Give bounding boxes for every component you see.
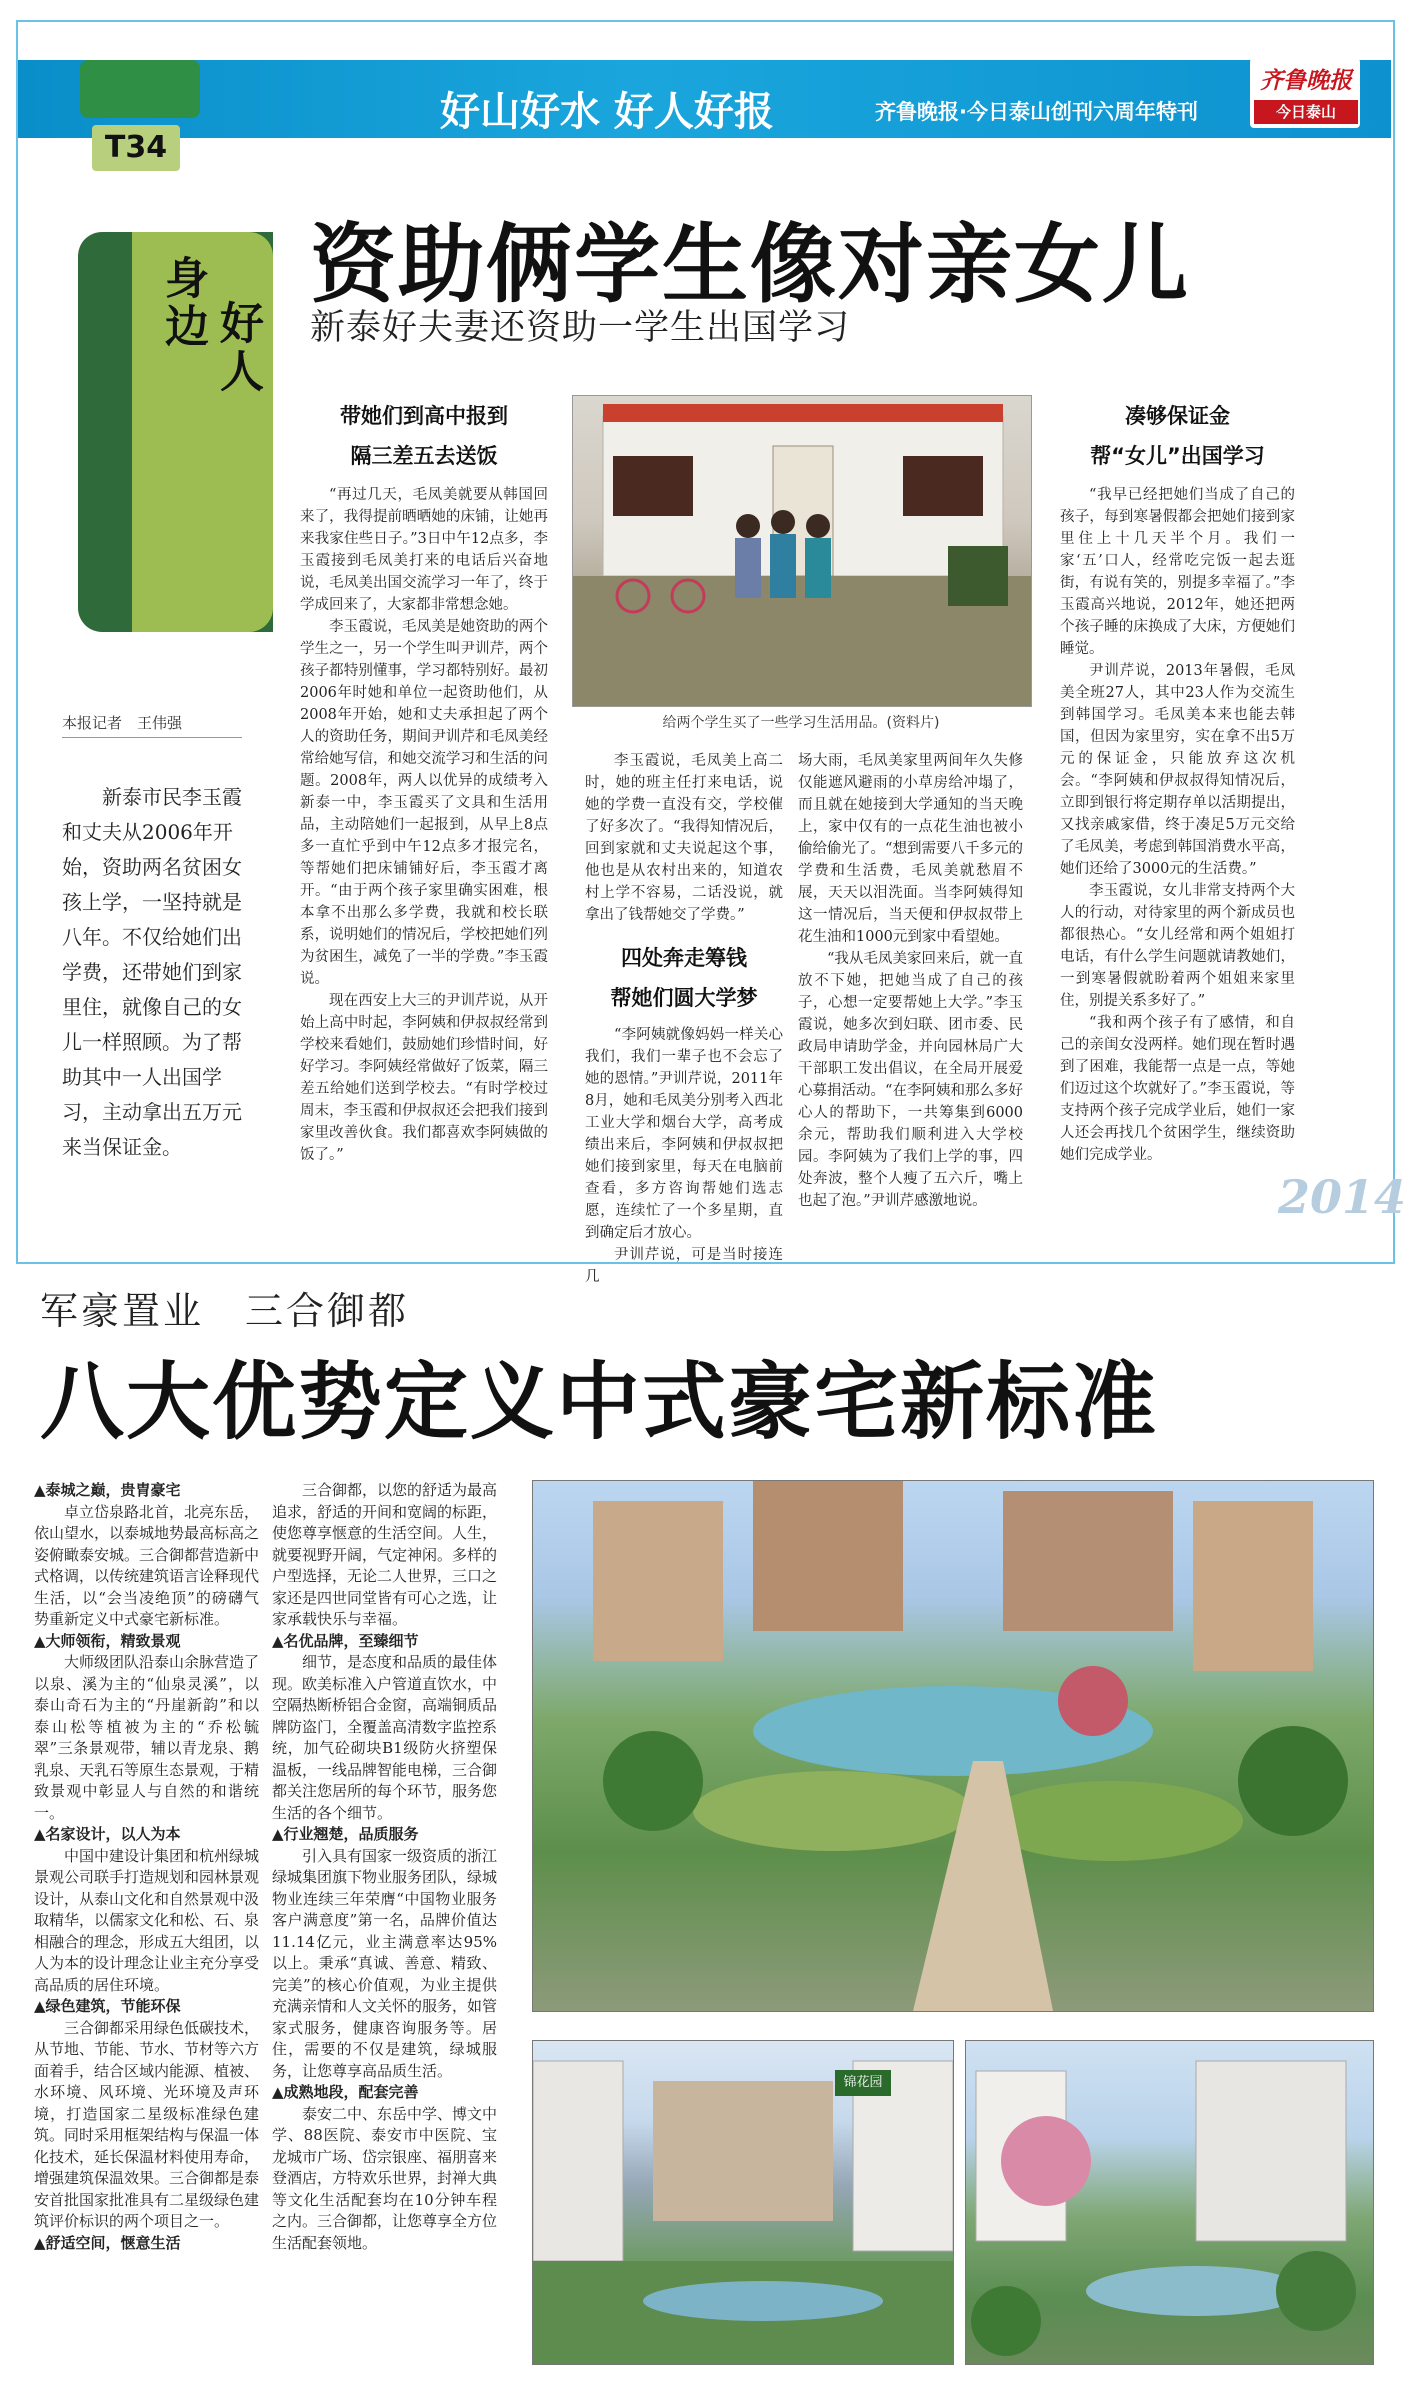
logo-subtitle: 今日泰山: [1254, 100, 1358, 124]
ad-column-1: [34, 1480, 259, 2254]
paragraph: “李阿姨就像妈妈一样关心我们，我们一辈子也不会忘了她的恩情。”尹训芹说，2011年8月，她和毛凤美分别考入西北工业大学和烟台大学，高考成绩出来后，李阿姨和伊叔叔把她们接到家里，每天在电脑前查看，多方咨询帮她们选志愿，连续忙了一个多星期，直到确定后才放心。: [585, 1027, 783, 1241]
paragraph: 李玉霞说，女儿非常支持两个大人的行动，对待家里的两个新成员也都很热心。“女儿经常和两个姐姐打电话，有什么学生问题就请教她们，一到寒暑假就盼着两个姐姐来家里住，别提关系多好了。”: [1060, 883, 1295, 1009]
estate-rendering-right: [965, 2040, 1374, 2365]
ad-paragraph: 三合御都，以您的舒适为最高追求，舒适的开间和宽阔的标距，使您尊享惬意的生活空间。人生，就要视野开阔，气定神闲。多样的户型选择，无论二人世界，三口之家还是四世同堂皆有可心之选，让家承载快乐与幸福。: [272, 1481, 498, 1628]
ad-column-2: [272, 1480, 497, 2254]
photo-illustration: [573, 396, 1031, 706]
section-title: 隔三差五去送饭: [350, 444, 498, 468]
paragraph: “我从毛凤美家回来后，就一直放不下她，把她当成了自己的孩子，心想一定要帮她上大学。”李玉霞说，她多次到妇联、团市委、民政局申请助学金，并向园林局广大干部职工发出倡议，在全局开展爱心募捐活动。“在李阿姨和那么多好心人的帮助下，一共筹集到6000余元，帮助我们顺利进入大学校园。李阿姨为了我们上学的事，四处奔波，整个人瘦了五六斤，嘴上也起了泡。”尹训芹感激地说。: [798, 951, 1023, 1209]
section-title: 四处奔走筹钱: [621, 946, 747, 970]
section-title: 凑够保证金: [1125, 404, 1230, 428]
section-title: 带她们到高中报到: [340, 404, 508, 428]
paragraph: “再过几天，毛凤美就要从韩国回来了，我得提前晒晒她的床铺，让她再来我家住些日子。”3日中午12点多，李玉霞接到毛凤美打来的电话后兴奋地说，毛凤美出国交流学习一年了，终于学成回来了，大家都非常想念她。: [300, 487, 548, 613]
reporter-byline: 本报记者 王伟强: [62, 712, 242, 738]
year-watermark: 2014: [1278, 1170, 1407, 1224]
ad-paragraph: 三合御都采用绿色低碳技术，从节地、节能、节水、节材等六方面着手，结合区域内能源、植被、水环境、风环境、光环境及声环境，打造国家二星级标准绿色建筑。同时采用框架结构与保温一体化技术，延长保温材料使用寿命，增强建筑保温效果。三合御都是泰安首批国家批准具有二星级绿色建筑评价标识的两个项目之一。: [34, 2018, 260, 2230]
estate-rendering-main: [532, 1480, 1374, 2012]
ad-subheading: ▲大师领衔，精致景观: [34, 1631, 181, 1650]
article-column-1: [300, 400, 548, 1166]
logo-title: 齐鲁晚报: [1260, 67, 1352, 94]
paragraph: “我早已经把她们当成了自己的孩子，每到寒暑假都会把她们接到家里住上十几天半个月。我们一家‘五’口人，经常吃完饭一起去逛街，有说有笑的，别提多幸福了。”李玉霞高兴地说，2012年，她还把两个孩子睡的床换成了大床，方便她们睡觉。: [1060, 487, 1295, 657]
section-title: 帮她们圆大学梦: [610, 986, 758, 1010]
paragraph: “我和两个孩子有了感情，和自己的亲闺女没两样。她们现在暂时遇到了困难，我能帮一点是一点，等她们迈过这个坎就好了。”李玉霞说，等支持两个孩子完成学业后，她们一家人还会再找几个贫困学生，继续资助她们完成学业。: [1060, 1015, 1295, 1163]
paragraph: 尹训芹说，2013年暑假，毛凤美全班27人，其中23人作为交流生到韩国学习。毛凤美本来也能去韩国，但因为家里穷，实在拿不出5万元的保证金，只能放弃这次机会。“李阿姨和伊叔叔得知情况后，立即到银行将定期存单以活期提出，又找亲戚家借，终于凑足5万元交给了毛凤美，考虑到韩国消费水平高，她们还给了3000元的生活费。”: [1060, 663, 1295, 877]
paragraph: 现在西安上大三的尹训芹说，从开始上高中时起，李阿姨和伊叔叔经常到学校来看她们，鼓励她们珍惜时间，好好学习。李阿姨经常做好了饭菜，隔三差五给她们送到学校去。“有时学校过周末，李玉霞和伊叔叔还会把我们接到家里改善伙食。我们都喜欢李阿姨做的饭了。”: [300, 993, 548, 1163]
article-lead: 新泰市民李玉霞和丈夫从2006年开始，资助两名贫困女孩上学，一坚持就是八年。不仅给她们出学费，还带她们到家里住，就像自己的女儿一样照顾。为了帮助其中一人出国学习，主动拿出五万元来当保证金。: [62, 785, 242, 1159]
ad-subheading: ▲泰城之巅，贵胄豪宅: [34, 1481, 181, 1499]
rendering-sign: 锦花园: [835, 2070, 891, 2096]
ad-paragraph: 引入具有国家一级资质的浙江绿城集团旗下物业服务团队，绿城物业连续三年荣膺“中国物业服务客户满意度”第一名，品牌价值达11.14亿元，业主满意率达95%以上。秉承“真诚、善意、精致、完美”的核心价值观，为业主提供充满亲情和人文关怀的服务，如管家式服务，健康咨询服务等。居住，需要的不仅是建筑，绿城服务，让您尊享高品质生活。: [272, 1846, 498, 2080]
photo-caption: 给两个学生买了一些学习生活用品。(资料片): [662, 715, 940, 731]
rendering-illustration: [966, 2041, 1373, 2364]
header-slogan: 好山好水 好人好报: [440, 88, 774, 135]
page-tab: [80, 60, 200, 118]
ad-subheading: ▲成熟地段，配套完善: [272, 2083, 419, 2101]
page-number: T34: [92, 125, 180, 171]
ad-paragraph: 泰安二中、东岳中学、博文中学、88医院、泰安市中医院、宝龙城市广场、岱宗银座、福朋喜来登酒店，方特欢乐世界，封禅大典等文化生活配套均在10分钟车程之内。三合御都，让您尊享全方位生活配套领地。: [272, 2104, 498, 2252]
article-column-4: [1060, 400, 1295, 1166]
article-headline: 资助俩学生像对亲女儿: [310, 215, 1190, 315]
header-special-issue: 齐鲁晚报·今日泰山创刊六周年特刊: [875, 100, 1198, 124]
ad-subheading: ▲行业翘楚，品质服务: [272, 1825, 419, 1843]
column-badge-line1: 身边: [157, 255, 208, 351]
ad-paragraph: 中国中建设计集团和杭州绿城景观公司联手打造规划和园林景观设计，从泰山文化和自然景观中汲取精华，以儒家文化和松、石、泉相融合的理念，形成五大组团，以人为本的设计理念让业主充分享受高品质的居住环境。: [34, 1846, 260, 1994]
rendering-illustration: [533, 1481, 1373, 2011]
article-column-3: [798, 750, 1023, 1212]
ad-subheading: ▲舒适空间，惬意生活: [34, 2233, 181, 2252]
article-column-2: [585, 750, 783, 1288]
ad-headline: 八大优势定义中式豪宅新标准: [40, 1353, 1159, 1451]
ad-paragraph: 卓立岱泉路北首，北亮东岳，依山望水，以泰城地势最高标高之姿俯瞰泰安城。三合御都营造新中式格调，以传统建筑语言诠释现代生活，以“会当凌绝顶”的磅礴气势重新定义中式豪宅新标准。: [34, 1502, 260, 1628]
paragraph: 李玉霞说，毛凤美是她资助的两个学生之一，另一个学生叫尹训芹，两个孩子都特别懂事，学习都特别好。最初2006年时她和单位一起资助他们，从2008年开始，她和丈夫承担起了两个人的资助任务，期间尹训芹和毛凤美经常给她写信，和她交流学习和生活的问题。2008年，两人以优异的成绩考入新泰一中，李玉霞买了文具和生活用品，主动陪她们一起报到，从早上8点多一直忙乎到中午12点多才报完名，等帮她们把床铺铺好后，李玉霞才离开。“由于两个孩子家里确实困难，根本拿不出那么多学费，我就和校长联系，说明她们的情况后，学校把她们列为贫困生，减免了一半的学费。”李玉霞说。: [300, 619, 548, 987]
ad-paragraph: 细节，是态度和品质的最佳体现。欧美标准入户管道直饮水，中空隔热断桥铝合金窗，高端铜质品牌防盗门，全覆盖高清数字监控系统，加气砼砌块B1级防火挤塑保温板，一线品牌智能电梯，三合御都关注您居所的每个环节，服务您生活的各个细节。: [272, 1653, 498, 1822]
article-photo: [572, 395, 1032, 707]
ad-subheading: ▲名家设计，以人为本: [34, 1825, 181, 1843]
ad-kicker: 军豪置业 三合御都: [40, 1289, 410, 1333]
section-title: 帮“女儿”出国学习: [1090, 444, 1265, 468]
article-subheadline: 新泰好夫妻还资助一学生出国学习: [310, 308, 851, 348]
ad-subheading: ▲名优品牌，至臻细节: [272, 1631, 419, 1650]
ad-paragraph: 大师级团队沿泰山余脉营造了以泉、溪为主的“仙泉灵溪”，以泰山奇石为主的“丹崖新韵”和以泰山松等植被为主的“乔松毓翠”三条景观带，辅以青龙泉、鹅乳泉、天乳石等原生态景观，于精致景观中彰显人与自然的和谐统一。: [34, 1653, 260, 1822]
ad-subheading: ▲绿色建筑，节能环保: [34, 1997, 181, 2015]
paragraph: 尹训芹说，可是当时接连几: [585, 1247, 783, 1285]
column-badge-line2: 好人: [212, 300, 263, 396]
paragraph: 场大雨，毛凤美家里两间年久失修仅能遮风避雨的小草房给冲塌了，而且就在她接到大学通知的当天晚上，家中仅有的一点花生油也被小偷给偷光了。“想到需要八千多元的学费和生活费，毛凤美就愁眉不展，天天以泪洗面。当李阿姨得知这一情况后，当天便和伊叔叔带上花生油和1000元到家中看望她。: [798, 753, 1023, 945]
paragraph: 李玉霞说，毛凤美上高二时，她的班主任打来电话，说她的学费一直没有交，学校催了好多次了。“我得知情况后，回到家就和丈夫说起这个事，他也是从农村出来的，知道农村上学不容易，二话没说，就拿出了钱帮她交了学费。”: [585, 753, 783, 923]
